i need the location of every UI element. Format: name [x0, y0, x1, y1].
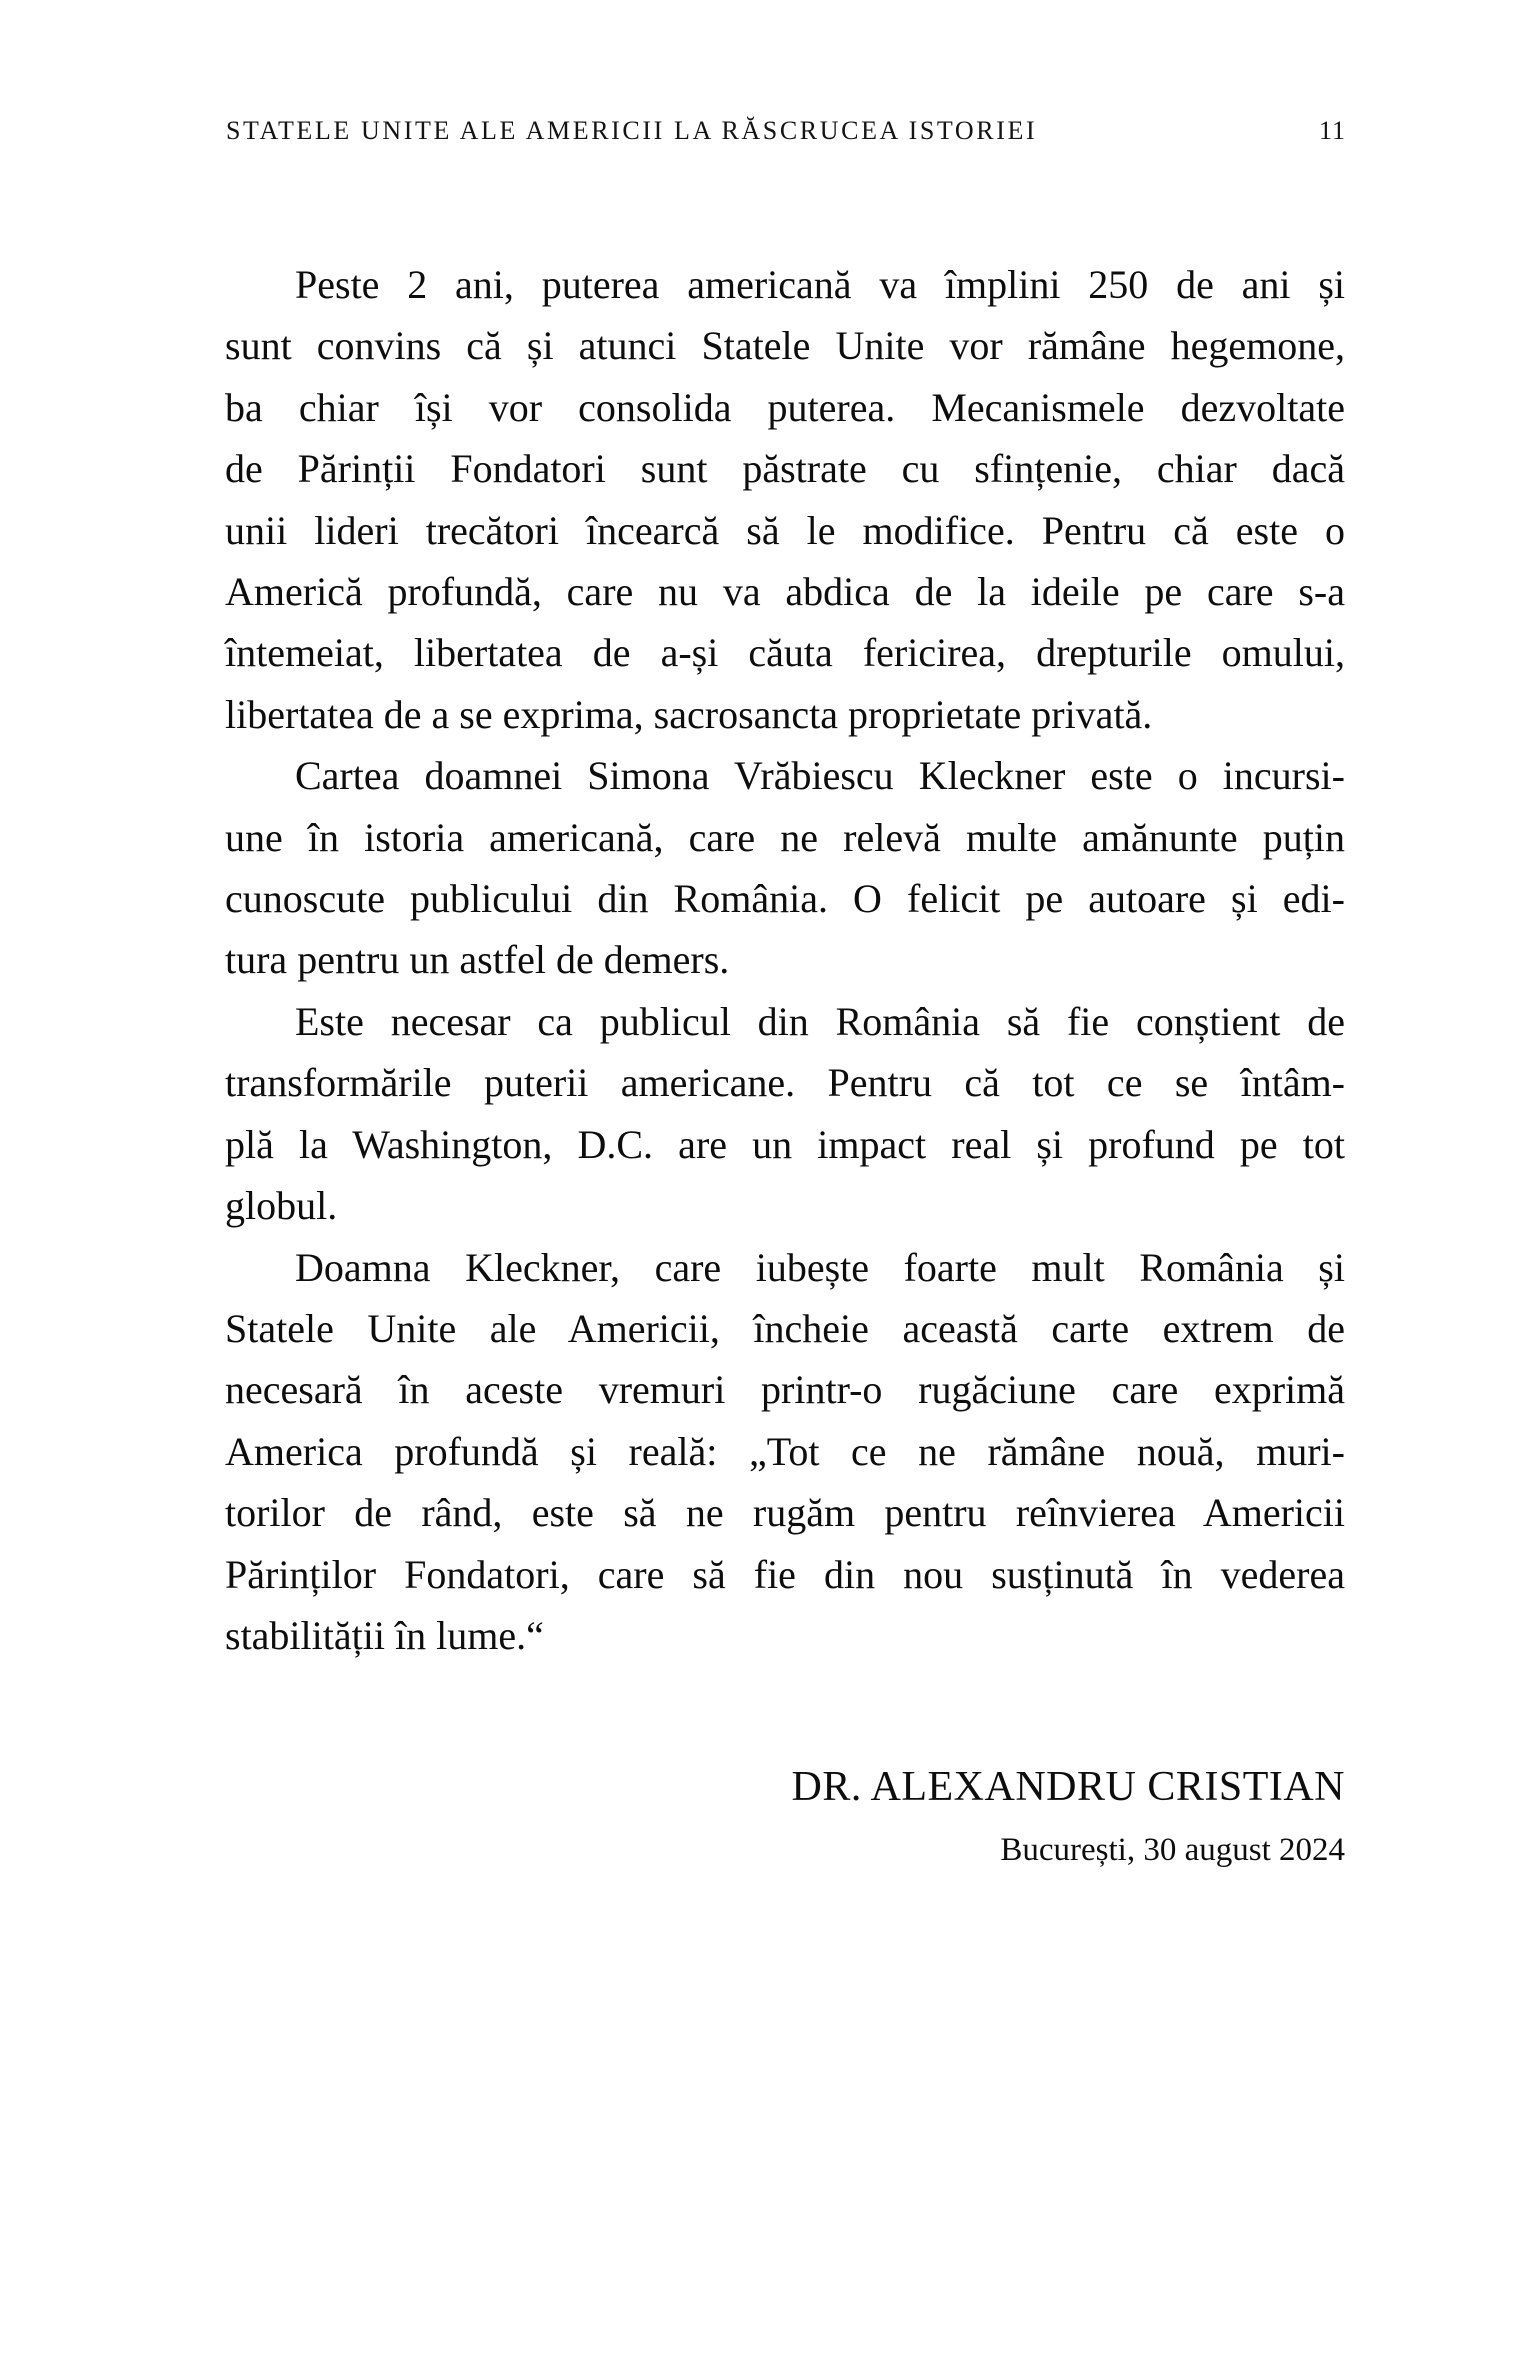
paragraph	[225, 1237, 1345, 1667]
paragraph-line: America profundă și reală: „Tot ce ne rămâne nouă, muri-	[225, 1428, 1345, 1474]
paragraph-line: Doamna Kleckner, care iubește foarte mult România și	[295, 1244, 1345, 1290]
paragraph-line: torilor de rând, este să ne rugăm pentru reînvierea Americii	[225, 1490, 1345, 1536]
paragraph-line: ba chiar își vor consolida puterea. Mecanismele dezvoltate	[225, 384, 1345, 430]
paragraph-line: stabilității în lume.“	[225, 1612, 544, 1658]
paragraph-line: de Părinții Fondatori sunt păstrate cu sfințenie, chiar dacă	[225, 446, 1345, 492]
paragraph	[225, 254, 1345, 745]
paragraph-line: sunt convins că și atunci Statele Unite vor rămâne hegemone,	[225, 323, 1345, 369]
running-head-title: STATELE UNITE ALE AMERICII LA RĂSCRUCEA ISTORIEI	[226, 116, 1038, 145]
paragraph-line: tura pentru un astfel de demers.	[225, 937, 730, 983]
paragraph-line: necesară în aceste vremuri printr-o rugăciune care exprimă	[225, 1367, 1345, 1413]
signature-name: DR. ALEXANDRU CRISTIAN	[791, 1764, 1345, 1810]
page-number: 11	[1318, 116, 1346, 145]
signature-place-date: București, 30 august 2024	[1000, 1832, 1345, 1868]
paragraph-line: libertatea de a se exprima, sacrosancta proprietate privată.	[225, 691, 1153, 737]
paragraph-line: une în istoria americană, care ne relevă multe amănunte puțin	[225, 814, 1345, 860]
paragraph-line: globul.	[225, 1183, 338, 1229]
body-text	[225, 254, 1345, 1666]
paragraph-line: unii lideri trecători încearcă să le modifice. Pentru că este o	[225, 507, 1345, 553]
paragraph	[225, 745, 1345, 991]
paragraph-line: Cartea doamnei Simona Vrăbiescu Kleckner este o incursi-	[295, 753, 1345, 799]
paragraph-line: Este necesar ca publicul din România să fie conștient de	[295, 998, 1345, 1044]
paragraph-line: transformările puterii americane. Pentru că tot ce se întâm-	[225, 1060, 1345, 1106]
paragraph-line: întemeiat, libertatea de a-și căuta fericirea, drepturile omului,	[225, 630, 1345, 676]
paragraph	[225, 991, 1345, 1237]
paragraph-line: Americă profundă, care nu va abdica de la ideile pe care s-a	[225, 569, 1345, 615]
paragraph-line: Peste 2 ani, puterea americană va împlini 250 de ani și	[295, 262, 1345, 307]
paragraph-line: Părinților Fondatori, care să fie din nou susținută în vederea	[225, 1551, 1345, 1597]
paragraph-line: Statele Unite ale Americii, încheie această carte extrem de	[225, 1305, 1345, 1351]
running-head	[226, 116, 1346, 146]
signature-block	[791, 1762, 1345, 1870]
paragraph-line: cunoscute publicului din România. O felicit pe autoare și edi-	[225, 876, 1345, 922]
paragraph-line: plă la Washington, D.C. are un impact real și profund pe tot	[225, 1121, 1345, 1167]
